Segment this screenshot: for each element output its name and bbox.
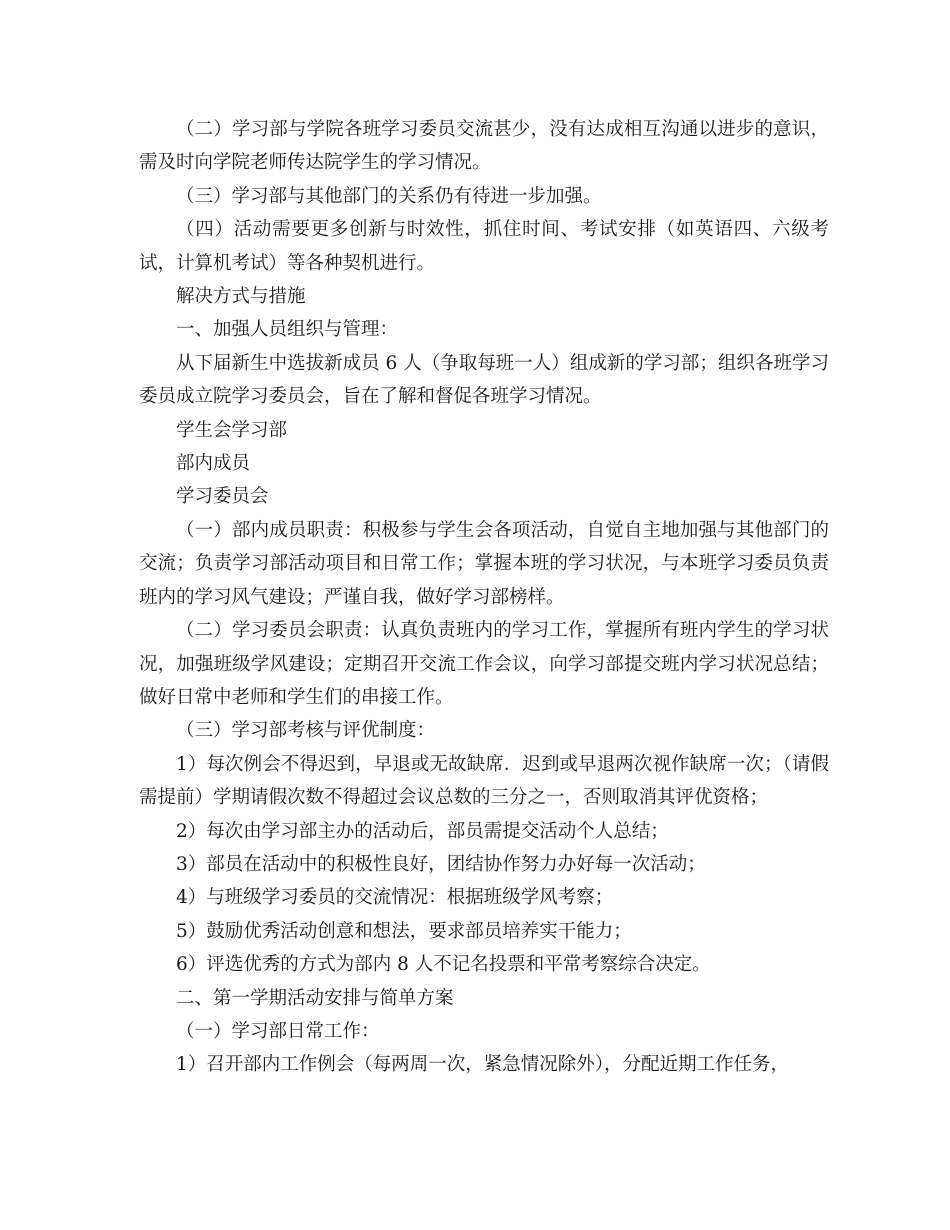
section-heading-first-semester: 二、第一学期活动安排与简单方案: [176, 987, 454, 1009]
rule-item-1: 1）每次例会不得迟到，早退或无故缺席．迟到或早退两次视作缺席一次；（请假需提前）学期请假次数不得超过会议总数的三分之一，否则取消其评优资格；: [139, 753, 829, 809]
daily-work-item-1: 1）召开部内工作例会（每两周一次，紧急情况除外），分配近期工作任务，: [176, 1054, 790, 1076]
org-line-members: 部内成员: [176, 453, 251, 475]
rule-item-5: 5）鼓励优秀活动创意和想法，要求部员培养实干能力；: [176, 920, 632, 942]
subheading-daily-work: （一）学习部日常工作：: [176, 1020, 380, 1042]
document-body: [139, 113, 829, 1082]
paragraph-member-duties: （一）部内成员职责：积极参与学生会各项活动，自觉自主地加强与其他部门的交流；负责学习部活动项目和日常工作；掌握本班的学习状况，与本班学习委员负责班内的学习风气建设；严谨自我，做好学习部榜样。: [139, 519, 829, 608]
org-line-study-department: 学生会学习部: [176, 419, 288, 441]
paragraph-issue-3: （三）学习部与其他部门的关系仍有待进一步加强。: [176, 185, 602, 207]
paragraph-issue-4: （四）活动需要更多创新与时效性，抓住时间、考试安排（如英语四、六级考试，计算机考试）等各种契机进行。: [139, 219, 829, 274]
org-line-committee: 学习委员会: [176, 486, 269, 508]
rule-item-2: 2）每次由学习部主办的活动后，部员需提交活动个人总结；: [176, 820, 669, 842]
subheading-assessment: （三）学习部考核与评优制度：: [176, 720, 436, 742]
paragraph-issue-2: （二）学习部与学院各班学习委员交流甚少，没有达成相互沟通以进步的意识，需及时向学院老师传达院学生的学习情况。: [139, 119, 829, 174]
rule-item-3: 3）部员在活动中的积极性良好，团结协作努力办好每一次活动；: [176, 853, 706, 875]
paragraph-recruitment: 从下届新生中选拔新成员 6 人（争取每班一人）组成新的学习部；组织各班学习委员成立院学习委员会，旨在了解和督促各班学习情况。: [139, 352, 829, 408]
paragraph-committee-duties: （二）学习委员会职责：认真负责班内的学习工作，掌握所有班内学生的学习状况，加强班级学风建设；定期召开交流工作会议，向学习部提交班内学习状况总结；做好日常中老师和学生们的串接工作。: [139, 620, 829, 708]
rule-item-4: 4）与班级学习委员的交流情况：根据班级学风考察；: [176, 887, 614, 909]
subheading-staff-management: 一、加强人员组织与管理：: [176, 319, 399, 341]
rule-item-6: 6）评选优秀的方式为部内 8 人不记名投票和平常考察综合决定。: [176, 954, 711, 976]
section-heading-solutions: 解决方式与措施: [176, 286, 306, 308]
